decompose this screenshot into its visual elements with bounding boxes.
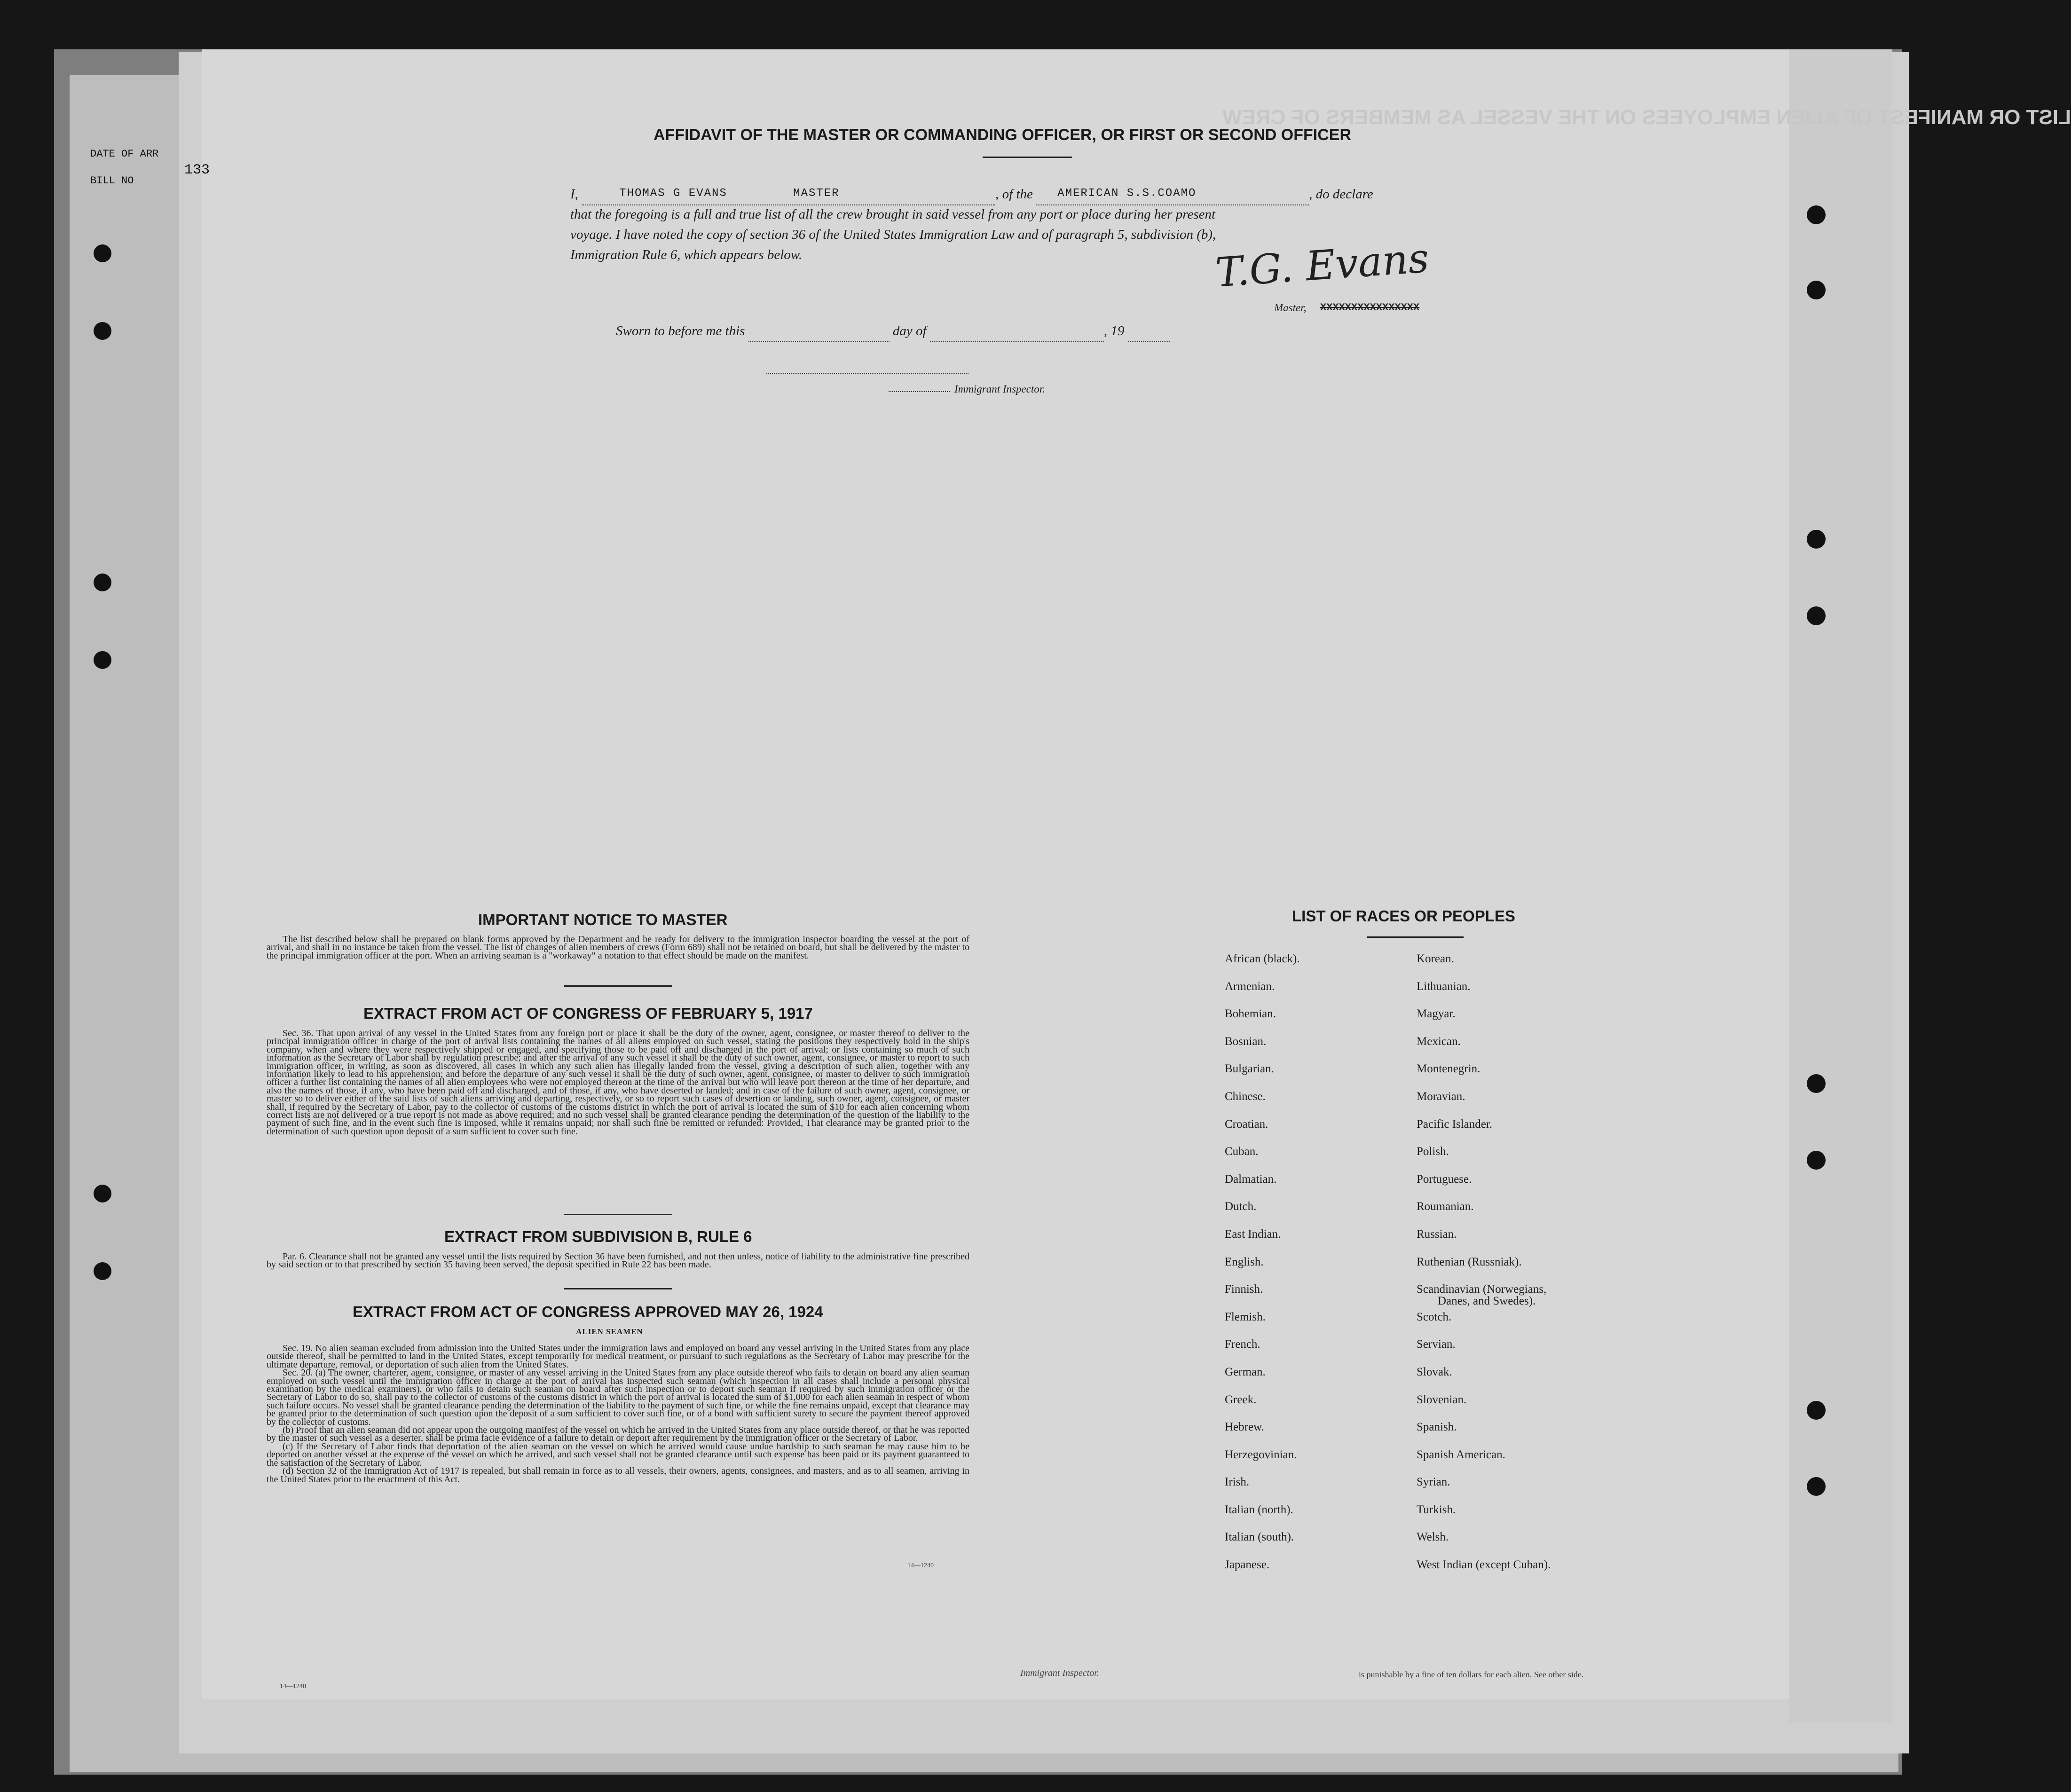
race-item: Italian (north).: [1225, 1503, 1293, 1516]
right-sheet-edge: [1789, 49, 1892, 1723]
officer-name-field: [582, 184, 995, 205]
punch-hole: [1807, 1151, 1826, 1170]
punch-hole: [94, 244, 111, 262]
race-item: Spanish.: [1417, 1421, 1457, 1434]
race-item: Japanese.: [1225, 1558, 1270, 1572]
extract-1917-text: [267, 1030, 969, 1136]
punch-hole: [94, 574, 111, 591]
extract-1924-text: [267, 1344, 969, 1484]
punch-hole: [1807, 281, 1826, 299]
race-item: Syrian.: [1417, 1476, 1450, 1489]
punch-hole: [94, 651, 111, 669]
notice-title: IMPORTANT NOTICE TO MASTER: [478, 911, 728, 928]
race-item: English.: [1225, 1255, 1264, 1268]
race-item: Flemish.: [1225, 1310, 1266, 1323]
notice-paragraph: The list described below shall be prepared on blank forms approved by the Department and be ready for delivery to the immigration inspector boarding the vessel at the port of arrival, and shall in no instance be taken from the vessel. The list of changes of alien members of crews (Form 689) shall not be retained on board, but shall be delivered by the master to the principal immigration officer at the port. When an arriving seaman is a "workaway" a notation to that effect should be made on the manifest.: [267, 934, 969, 961]
race-item: Dalmatian.: [1225, 1172, 1277, 1186]
sworn-month-field: [930, 321, 1104, 342]
sworn-year-field: [1128, 321, 1170, 342]
vessel-name-field: [1036, 184, 1309, 205]
race-item: Spanish American.: [1417, 1448, 1505, 1461]
affidavit-line-2: that the foregoing is a full and true list of all the crew brought in said vessel from any port or place during her present: [570, 207, 1216, 222]
par-6-paragraph: Par. 6. Clearance shall not be granted any vessel until the lists required by Section 36 have been furnished, and not then unless, notice of liability to the administrative fine prescribed by said section or to that prescribed by section 35 having been served, the deposit specified in Rule 22 has been made.: [267, 1251, 969, 1270]
race-item: Dutch.: [1225, 1200, 1257, 1213]
race-item: Slovak.: [1417, 1365, 1452, 1378]
race-item: Roumanian.: [1417, 1200, 1474, 1213]
race-item: Korean.: [1417, 952, 1454, 965]
race-item: Portuguese.: [1417, 1172, 1472, 1186]
struck-out-title: XXXXXXXXXXXXXXXX: [1320, 302, 1420, 314]
punch-hole: [1807, 606, 1826, 625]
affidavit-line-3: voyage. I have noted the copy of section 36 of the United States Immigration Law and of paragraph 5, subdivision (b),: [570, 227, 1216, 242]
punch-hole: [94, 322, 111, 340]
race-item: Montenegrin.: [1417, 1062, 1480, 1076]
sworn-prefix: Sworn to before me this: [616, 323, 745, 338]
races-left-column: [1225, 952, 1300, 1586]
inspector-signature-line: [766, 373, 969, 374]
form-number: 14—1240: [907, 1562, 934, 1569]
sworn-day-of: day of: [892, 323, 927, 338]
race-item: Finnish.: [1225, 1283, 1263, 1296]
sworn-year: , 19: [1103, 323, 1125, 338]
title-underline: [983, 157, 1072, 158]
extract-rule6-title: EXTRACT FROM SUBDIVISION B, RULE 6: [444, 1228, 752, 1245]
race-item: German.: [1225, 1365, 1266, 1378]
section-divider: [564, 1214, 672, 1215]
sec-20a-paragraph: Sec. 20. (a) The owner, charterer, agent, consignee, or master of any vessel arriving in the United States from any place outside thereof who fails to detain on board any alien seaman employed on such vessel until the immigration officer in charge at the port of arrival has inspected such seaman (which inspection in all cases shall include a personal physical examination by the medical examiners), or who fails to detain such seaman on board after such inspection or to deport such seaman if required by such immigration officer or the Secretary of Labor to do so, shall pay to the collector of customs of the customs district in which the port of arrival is located the sum of $1,000 for each alien seaman in respect of whom such failure occurs. No vessel shall be granted clearance pending the determination of the liability to the payment of such fine, or while the fine remains unpaid, except that clearance may be granted prior to the determination of such question upon the deposit of a sum sufficient to cover such fine, or of a bond with sufficient surety to secure the payment thereof approved by the collector of customs.: [267, 1368, 969, 1427]
punch-hole: [94, 1185, 111, 1203]
sworn-date-field: [748, 321, 890, 342]
race-item: Magyar.: [1417, 1007, 1456, 1021]
punch-hole: [94, 1262, 111, 1280]
race-item: West Indian (except Cuban).: [1417, 1558, 1551, 1572]
affidavit-title: AFFIDAVIT OF THE MASTER OR COMMANDING OFFICER, OR FIRST OR SECOND OFFICER: [654, 126, 1351, 144]
race-item: Slovenian.: [1417, 1393, 1467, 1406]
affidavit-declaration-line: [570, 184, 1487, 205]
races-underline: [1367, 936, 1464, 938]
punch-hole: [1807, 205, 1826, 224]
race-item: African (black).: [1225, 952, 1300, 965]
section-divider: [564, 985, 672, 987]
sec-36-paragraph: Sec. 36. That upon arrival of any vessel in the United States from any foreign port or place it shall be the duty of the owner, agent, consignee, or master thereof to deliver to the principal immigration officer in charge of the port of arrival lists containing the names of all aliens employed on such vessel, stating the positions they respectively hold in the ship's company, when and where they were respectively shipped or engaged, and specifying those to be paid off and discharged in the port of arrival; or lists containing so much of such information as the Secretary of Labor shall by regulation prescribe; and after the arrival of any such vessel it shall be the duty of such owner, agent, consignee, or master to report to such immigration officer, in writing, as soon as discovered, all cases in which any such alien has illegally landed from the vessel, giving a description of such alien, together with any information likely to lead to his apprehension; and before the departure of any such vessel it shall be the duty of such owner, agent, consignee, or master to deliver to such immigration officer a further list containing the names of all alien employees who were not employed thereon at the time of the arrival but who will leave port thereon at the time of her departure, and also the names of those, if any, who have been paid off and discharged, and of those, if any, who have deserted or landed; and in case of the failure of such owner, agent, consignee, or master so to deliver either of the said lists of such aliens arriving and departing, respectively, or so to report such cases of desertion or landing, such owner, agent, consignee, or master shall, if required by the Secretary of Labor, pay to the collector of customs of the customs district in which the port of arrival is located the sum of $10 for each alien concerning whom correct lists are not delivered or a true report is not made as above required; and no such vessel shall be granted clearance pending the determination of the question of the liability to the payment of such fine, and in the event such fine is imposed, while it remains unpaid; nor shall such fine be remitted or refunded: Provided, That clearance may be granted prior to the determination of such question upon deposit of a sum sufficient to cover such fine.: [267, 1028, 969, 1137]
stamp-number: 133: [184, 162, 210, 178]
declaration-suffix: , do declare: [1309, 187, 1373, 202]
race-item: Ruthenian (Russniak).: [1417, 1255, 1522, 1268]
sec-20b-paragraph: (b) Proof that an alien seaman did not appear upon the outgoing manifest of the vessel on which he arrived in the United States from any place outside thereof, or that he was reported by the master of such vessel as a deserter, shall be prima facie evidence of a failure to detain or deport after requirement by the immigration officer or the Secretary of Labor.: [267, 1425, 969, 1444]
race-item: [1417, 1283, 1551, 1311]
race-item: Welsh.: [1417, 1531, 1449, 1544]
race-item: Russian.: [1417, 1227, 1457, 1241]
race-item: Bosnian.: [1225, 1035, 1267, 1048]
race-item: Croatian.: [1225, 1117, 1268, 1131]
punch-hole: [1807, 530, 1826, 549]
race-item: Pacific Islander.: [1417, 1117, 1493, 1131]
inspector-label: Immigrant Inspector.: [954, 383, 1045, 395]
race-item-scandinavian-cont: Danes, and Swedes).: [1438, 1295, 1536, 1308]
race-item: Polish.: [1417, 1145, 1449, 1158]
race-item: Mexican.: [1417, 1035, 1461, 1048]
extract-rule6-text: [267, 1253, 969, 1269]
race-item: Turkish.: [1417, 1503, 1456, 1516]
races-title: LIST OF RACES OR PEOPLES: [1292, 907, 1515, 925]
sworn-line: [616, 321, 1227, 342]
race-item: Greek.: [1225, 1393, 1257, 1406]
extract-1924-title: EXTRACT FROM ACT OF CONGRESS APPROVED MAY 26, 1924: [353, 1303, 823, 1320]
race-item: French.: [1225, 1338, 1260, 1351]
race-item: Armenian.: [1225, 980, 1275, 993]
races-right-column: [1417, 952, 1551, 1586]
bleed-through-heading: LIST OR MANIFEST OF ALIEN EMPLOYEES ON THE VESSEL AS MEMBERS OF CREW: [1222, 106, 2071, 129]
section-divider: [564, 1288, 672, 1289]
underlying-form-number: 14—1240: [280, 1683, 306, 1690]
arrival-date-stamp: DATE OF ARR: [90, 148, 159, 160]
punch-hole: [1807, 1074, 1826, 1093]
master-signature: T.G. Evans: [1214, 235, 1431, 297]
sec-19-paragraph: Sec. 19. No alien seaman excluded from admission into the United States under the immigration laws and employed on board any vessel arriving in the United States from any place outside thereof, shall be permitted to land in the United States, except temporarily for medical treatment, or pursuant to such regulations as the Secretary of Labor may prescribe for the ultimate departure, removal, or deportation of such alien from the United States.: [267, 1343, 969, 1370]
race-item: East Indian.: [1225, 1227, 1281, 1241]
race-item: Scotch.: [1417, 1310, 1452, 1323]
race-item: Herzegovinian.: [1225, 1448, 1297, 1461]
officer-name: THOMAS G EVANS: [619, 187, 727, 200]
notice-text: [267, 935, 969, 960]
race-item: Italian (south).: [1225, 1531, 1294, 1544]
race-item: Hebrew.: [1225, 1421, 1264, 1434]
inspector-signature-line-2: [889, 391, 950, 392]
race-item: Cuban.: [1225, 1145, 1259, 1158]
punch-hole: [1807, 1477, 1826, 1496]
underlying-inspector-label: Immigrant Inspector.: [1020, 1668, 1099, 1678]
race-item: Moravian.: [1417, 1090, 1465, 1103]
vessel-name: AMERICAN S.S.COAMO: [1057, 187, 1197, 200]
punch-hole: [1807, 1401, 1826, 1420]
race-item: Servian.: [1417, 1338, 1456, 1351]
master-caption: Master,: [1274, 302, 1307, 314]
underlying-fine-notice: is punishable by a fine of ten dollars for each alien. See other side.: [1359, 1670, 1584, 1679]
race-item: Bohemian.: [1225, 1007, 1276, 1021]
race-item: Irish.: [1225, 1476, 1250, 1489]
race-item: Chinese.: [1225, 1090, 1266, 1103]
officer-rank: MASTER: [793, 187, 840, 200]
affidavit-line-4: Immigration Rule 6, which appears below.: [570, 247, 803, 262]
bill-number-stamp: BILL NO: [90, 175, 134, 187]
race-item: Bulgarian.: [1225, 1062, 1274, 1076]
race-item-scandinavian: Scandinavian (Norwegians,: [1417, 1283, 1547, 1296]
declaration-of-the: , of the: [995, 187, 1033, 202]
sec-20d-paragraph: (d) Section 32 of the Immigration Act of 1917 is repealed, but shall remain in force as to all vessels, their owners, agents, consignees, and masters, and as to all seamen, arriving in the United States prior to the enactment of this Act.: [267, 1466, 969, 1485]
extract-1917-title: EXTRACT FROM ACT OF CONGRESS OF FEBRUARY 5, 1917: [363, 1005, 813, 1022]
sec-20c-paragraph: (c) If the Secretary of Labor finds that deportation of the alien seaman on the vessel on which he arrived would cause undue hardship to such seaman he may cause him to be deported on another vessel at the expense of the vessel on which he arrived, and such vessel shall not be granted clearance until such expense has been paid or its payment guaranteed to the satisfaction of the Secretary of Labor.: [267, 1441, 969, 1468]
declaration-prefix: I,: [570, 187, 578, 202]
alien-seamen-subtitle: ALIEN SEAMEN: [576, 1327, 643, 1336]
race-item: Lithuanian.: [1417, 980, 1471, 993]
